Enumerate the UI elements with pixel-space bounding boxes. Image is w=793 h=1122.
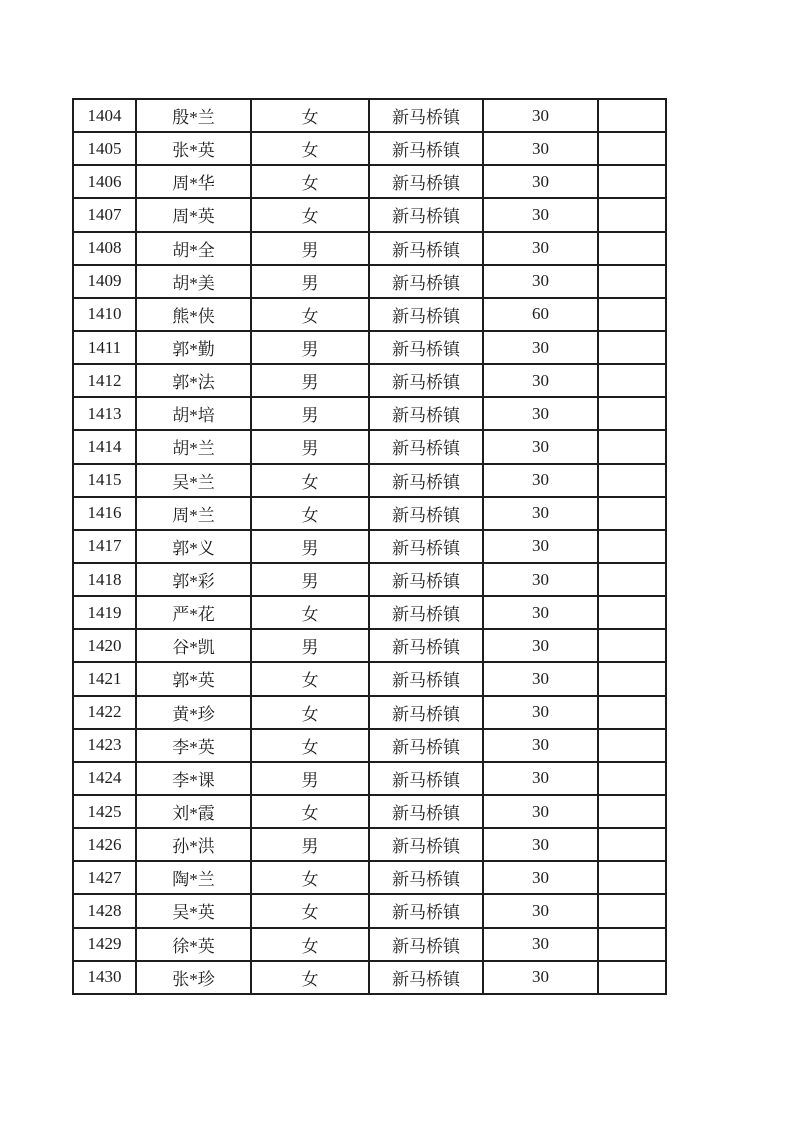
blank-cell [598, 828, 666, 861]
name-cell: 周*华 [136, 165, 251, 198]
gender-cell: 女 [251, 497, 369, 530]
blank-cell [598, 894, 666, 927]
serial-cell: 1408 [73, 232, 136, 265]
amount-cell: 30 [483, 364, 598, 397]
serial-cell: 1423 [73, 729, 136, 762]
gender-cell: 女 [251, 894, 369, 927]
name-cell: 吴*兰 [136, 464, 251, 497]
gender-cell: 男 [251, 530, 369, 563]
serial-cell: 1406 [73, 165, 136, 198]
name-cell: 刘*霞 [136, 795, 251, 828]
blank-cell [598, 298, 666, 331]
table-row [73, 430, 666, 463]
amount-cell: 30 [483, 132, 598, 165]
table-row [73, 894, 666, 927]
serial-cell: 1422 [73, 696, 136, 729]
name-cell: 郭*勤 [136, 331, 251, 364]
serial-cell: 1413 [73, 397, 136, 430]
roster-table-container [72, 98, 667, 995]
table-row [73, 497, 666, 530]
blank-cell [598, 629, 666, 662]
name-cell: 徐*英 [136, 928, 251, 961]
name-cell: 谷*凯 [136, 629, 251, 662]
town-cell: 新马桥镇 [369, 828, 483, 861]
blank-cell [598, 729, 666, 762]
town-cell: 新马桥镇 [369, 696, 483, 729]
amount-cell: 30 [483, 696, 598, 729]
gender-cell: 女 [251, 298, 369, 331]
town-cell: 新马桥镇 [369, 662, 483, 695]
name-cell: 张*珍 [136, 961, 251, 994]
blank-cell [598, 961, 666, 994]
gender-cell: 女 [251, 662, 369, 695]
amount-cell: 30 [483, 265, 598, 298]
gender-cell: 女 [251, 99, 369, 132]
table-row [73, 961, 666, 994]
name-cell: 陶*兰 [136, 861, 251, 894]
blank-cell [598, 696, 666, 729]
serial-cell: 1417 [73, 530, 136, 563]
blank-cell [598, 596, 666, 629]
town-cell: 新马桥镇 [369, 464, 483, 497]
blank-cell [598, 563, 666, 596]
table-row [73, 331, 666, 364]
blank-cell [598, 198, 666, 231]
serial-cell: 1418 [73, 563, 136, 596]
serial-cell: 1419 [73, 596, 136, 629]
amount-cell: 30 [483, 961, 598, 994]
table-row [73, 729, 666, 762]
town-cell: 新马桥镇 [369, 894, 483, 927]
table-row [73, 232, 666, 265]
town-cell: 新马桥镇 [369, 563, 483, 596]
town-cell: 新马桥镇 [369, 795, 483, 828]
town-cell: 新马桥镇 [369, 265, 483, 298]
table-row [73, 795, 666, 828]
town-cell: 新马桥镇 [369, 961, 483, 994]
blank-cell [598, 397, 666, 430]
town-cell: 新马桥镇 [369, 99, 483, 132]
amount-cell: 30 [483, 331, 598, 364]
amount-cell: 30 [483, 928, 598, 961]
blank-cell [598, 795, 666, 828]
amount-cell: 30 [483, 729, 598, 762]
town-cell: 新马桥镇 [369, 762, 483, 795]
serial-cell: 1404 [73, 99, 136, 132]
gender-cell: 男 [251, 629, 369, 662]
table-row [73, 928, 666, 961]
table-row [73, 397, 666, 430]
table-row [73, 596, 666, 629]
town-cell: 新马桥镇 [369, 198, 483, 231]
blank-cell [598, 232, 666, 265]
name-cell: 郭*彩 [136, 563, 251, 596]
gender-cell: 男 [251, 232, 369, 265]
serial-cell: 1412 [73, 364, 136, 397]
amount-cell: 30 [483, 530, 598, 563]
amount-cell: 30 [483, 464, 598, 497]
table-row [73, 99, 666, 132]
gender-cell: 男 [251, 430, 369, 463]
gender-cell: 女 [251, 165, 369, 198]
amount-cell: 30 [483, 397, 598, 430]
gender-cell: 男 [251, 762, 369, 795]
amount-cell: 30 [483, 563, 598, 596]
serial-cell: 1430 [73, 961, 136, 994]
town-cell: 新马桥镇 [369, 132, 483, 165]
table-row [73, 662, 666, 695]
town-cell: 新马桥镇 [369, 928, 483, 961]
town-cell: 新马桥镇 [369, 165, 483, 198]
name-cell: 郭*义 [136, 530, 251, 563]
serial-cell: 1414 [73, 430, 136, 463]
gender-cell: 女 [251, 696, 369, 729]
gender-cell: 男 [251, 397, 369, 430]
serial-cell: 1428 [73, 894, 136, 927]
amount-cell: 30 [483, 596, 598, 629]
table-row [73, 265, 666, 298]
town-cell: 新马桥镇 [369, 596, 483, 629]
blank-cell [598, 132, 666, 165]
town-cell: 新马桥镇 [369, 629, 483, 662]
blank-cell [598, 165, 666, 198]
serial-cell: 1411 [73, 331, 136, 364]
name-cell: 郭*英 [136, 662, 251, 695]
name-cell: 胡*美 [136, 265, 251, 298]
serial-cell: 1407 [73, 198, 136, 231]
gender-cell: 女 [251, 198, 369, 231]
gender-cell: 女 [251, 795, 369, 828]
name-cell: 胡*兰 [136, 430, 251, 463]
blank-cell [598, 464, 666, 497]
table-row [73, 861, 666, 894]
blank-cell [598, 364, 666, 397]
serial-cell: 1415 [73, 464, 136, 497]
amount-cell: 30 [483, 497, 598, 530]
name-cell: 吴*英 [136, 894, 251, 927]
town-cell: 新马桥镇 [369, 331, 483, 364]
town-cell: 新马桥镇 [369, 232, 483, 265]
table-row [73, 762, 666, 795]
name-cell: 熊*侠 [136, 298, 251, 331]
table-row [73, 629, 666, 662]
town-cell: 新马桥镇 [369, 364, 483, 397]
serial-cell: 1405 [73, 132, 136, 165]
gender-cell: 男 [251, 828, 369, 861]
table-row [73, 298, 666, 331]
gender-cell: 女 [251, 729, 369, 762]
gender-cell: 女 [251, 961, 369, 994]
town-cell: 新马桥镇 [369, 729, 483, 762]
table-row [73, 464, 666, 497]
blank-cell [598, 530, 666, 563]
serial-cell: 1427 [73, 861, 136, 894]
gender-cell: 男 [251, 364, 369, 397]
name-cell: 严*花 [136, 596, 251, 629]
blank-cell [598, 762, 666, 795]
gender-cell: 女 [251, 464, 369, 497]
table-row [73, 364, 666, 397]
serial-cell: 1420 [73, 629, 136, 662]
name-cell: 张*英 [136, 132, 251, 165]
town-cell: 新马桥镇 [369, 497, 483, 530]
name-cell: 胡*培 [136, 397, 251, 430]
amount-cell: 30 [483, 762, 598, 795]
name-cell: 周*兰 [136, 497, 251, 530]
table-row [73, 828, 666, 861]
serial-cell: 1410 [73, 298, 136, 331]
serial-cell: 1416 [73, 497, 136, 530]
gender-cell: 女 [251, 861, 369, 894]
amount-cell: 30 [483, 662, 598, 695]
amount-cell: 30 [483, 861, 598, 894]
amount-cell: 30 [483, 198, 598, 231]
name-cell: 郭*法 [136, 364, 251, 397]
amount-cell: 30 [483, 894, 598, 927]
blank-cell [598, 265, 666, 298]
amount-cell: 30 [483, 99, 598, 132]
serial-cell: 1409 [73, 265, 136, 298]
name-cell: 孙*洪 [136, 828, 251, 861]
name-cell: 李*课 [136, 762, 251, 795]
blank-cell [598, 497, 666, 530]
name-cell: 胡*全 [136, 232, 251, 265]
amount-cell: 30 [483, 430, 598, 463]
blank-cell [598, 861, 666, 894]
roster-table [72, 98, 667, 995]
blank-cell [598, 99, 666, 132]
blank-cell [598, 430, 666, 463]
gender-cell: 女 [251, 132, 369, 165]
table-body [73, 99, 666, 994]
amount-cell: 30 [483, 828, 598, 861]
table-row [73, 696, 666, 729]
town-cell: 新马桥镇 [369, 430, 483, 463]
serial-cell: 1429 [73, 928, 136, 961]
table-row [73, 165, 666, 198]
gender-cell: 男 [251, 265, 369, 298]
name-cell: 黄*珍 [136, 696, 251, 729]
table-row [73, 198, 666, 231]
gender-cell: 女 [251, 596, 369, 629]
name-cell: 周*英 [136, 198, 251, 231]
serial-cell: 1421 [73, 662, 136, 695]
town-cell: 新马桥镇 [369, 298, 483, 331]
table-row [73, 530, 666, 563]
town-cell: 新马桥镇 [369, 397, 483, 430]
amount-cell: 30 [483, 165, 598, 198]
table-row [73, 132, 666, 165]
gender-cell: 男 [251, 331, 369, 364]
name-cell: 李*英 [136, 729, 251, 762]
gender-cell: 男 [251, 563, 369, 596]
gender-cell: 女 [251, 928, 369, 961]
blank-cell [598, 928, 666, 961]
table-row [73, 563, 666, 596]
blank-cell [598, 662, 666, 695]
amount-cell: 30 [483, 795, 598, 828]
blank-cell [598, 331, 666, 364]
name-cell: 殷*兰 [136, 99, 251, 132]
town-cell: 新马桥镇 [369, 530, 483, 563]
amount-cell: 30 [483, 629, 598, 662]
town-cell: 新马桥镇 [369, 861, 483, 894]
amount-cell: 60 [483, 298, 598, 331]
serial-cell: 1425 [73, 795, 136, 828]
amount-cell: 30 [483, 232, 598, 265]
serial-cell: 1426 [73, 828, 136, 861]
serial-cell: 1424 [73, 762, 136, 795]
